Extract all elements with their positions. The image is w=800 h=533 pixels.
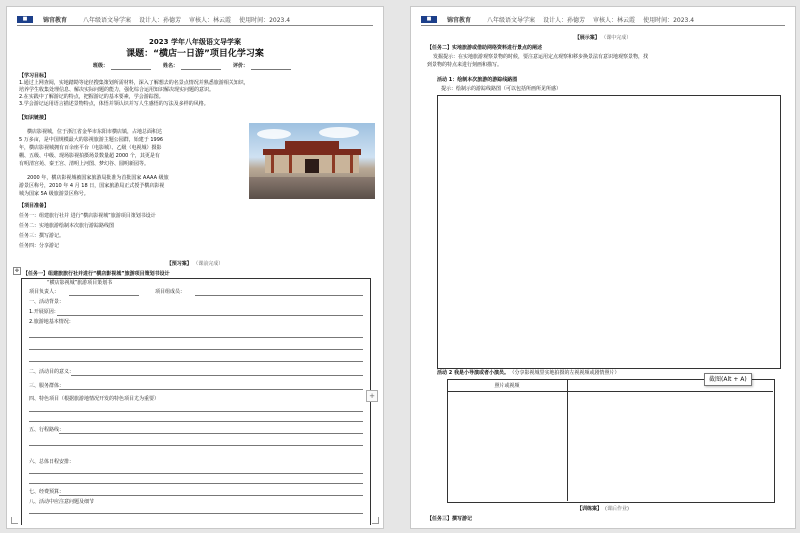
goal-line: 培养学生收集处理信息、解决实际问题的能力，强化综合运用知识解决现实问题的意识。 bbox=[19, 87, 215, 93]
scroll-button-icon[interactable]: + bbox=[366, 390, 378, 402]
logo-text: 锦官教育 bbox=[43, 16, 68, 24]
goal-line: 1.通过上网查阅，实地踏勘等途径搜集策划所需材料，深入了解想去的名景点情况并熟悉旅游相关知识， bbox=[19, 80, 249, 86]
knowledge-line: 5 万多亩，是中国规模最大的影视旅游主题公园群，始建于 1996 bbox=[19, 137, 164, 143]
document-page-left bbox=[6, 6, 384, 529]
knowledge-line: 棚、五级、中级、现场影视拍摄场景数量超 2000 个，其更是有 bbox=[19, 153, 160, 159]
section-label: 一、活动背景： bbox=[29, 299, 65, 305]
task-item: 任务一：组建旅行社并 进行“横店影视城”旅游项目策划书设计 bbox=[19, 213, 156, 219]
knowledge-line: 游景区称号，2010 年 4 月 18 日，国家旅游局正式授予横店影视 bbox=[19, 183, 165, 189]
screenshot-tooltip: 截图(Alt + A) bbox=[704, 373, 752, 386]
train-note: (课后作业) bbox=[605, 506, 629, 512]
activity1-title: 活动 1：绘制本次旅游的游踪线路图 bbox=[437, 77, 518, 83]
show-heading-row bbox=[411, 35, 795, 42]
section-label: 七、经费预算： bbox=[29, 489, 65, 495]
section-label: 二、活动目的意义： bbox=[29, 369, 75, 375]
page-header bbox=[17, 13, 373, 26]
logo-mark-icon: ■ bbox=[17, 16, 33, 23]
preview-heading-row bbox=[7, 261, 383, 268]
doc-title: 2023 学年八年级语文导学案 bbox=[149, 38, 241, 46]
move-handle-icon[interactable]: ✥ bbox=[14, 268, 20, 274]
section-label: 2.旅游地基本情况： bbox=[29, 319, 74, 325]
section-label: 六、总体日程安排： bbox=[29, 459, 75, 465]
project-heading: 【项目准备】 bbox=[19, 203, 50, 209]
name-label: 姓名： bbox=[163, 63, 179, 69]
logo bbox=[421, 15, 479, 24]
header-date: 使用时间：2023.4 bbox=[643, 16, 695, 24]
header-course: 八年级语文导学案 bbox=[83, 16, 132, 24]
header-reviewer: 审核人：林云霞 bbox=[189, 16, 232, 24]
goal-line: 3.学会游记运用语言描述景物特点，体悟并领认识并写人生感悟的写法及多样的风格。 bbox=[19, 101, 209, 107]
media-table bbox=[447, 379, 775, 503]
preview-heading: 【预习案】 bbox=[166, 261, 192, 267]
col-photo-video: 照片或视频 bbox=[494, 383, 520, 389]
header-course: 八年级语文导学案 bbox=[487, 16, 536, 24]
route-map-box[interactable] bbox=[437, 95, 781, 369]
film-city-photo bbox=[249, 123, 375, 199]
knowledge-line: 横店影视城，位于浙江省金华市东阳市横店镇，占地总面积达 bbox=[27, 129, 163, 135]
activity1-tip: 提示：绘制示的游踪线路图（可以包括所画所见所感） bbox=[441, 86, 562, 92]
task-item: 任务四：分享游记 bbox=[19, 243, 60, 249]
section-label: 八、活动中应注意问题及细节 bbox=[29, 499, 95, 505]
header-reviewer: 审核人：林云霞 bbox=[593, 16, 636, 24]
document-page-right bbox=[410, 6, 796, 529]
task2-desc: 到景物的特点来进行刻画和描写。 bbox=[427, 62, 503, 68]
task2-title: 【任务二】实地旅游或借助网络资料进行景点的阐述 bbox=[427, 45, 543, 51]
section-label: 1.开展原因： bbox=[29, 309, 59, 315]
train-heading: 【训练案】 bbox=[577, 506, 603, 512]
task1-title: 【任务一】组建旅旅行社并进行“横店影视城”旅游项目策划书设计 bbox=[23, 271, 170, 277]
logo-mark-icon: ■ bbox=[421, 16, 437, 23]
goals-heading: 【学习目标】 bbox=[19, 73, 50, 79]
show-heading: 【展示案】 bbox=[574, 35, 600, 41]
section-label: 四、特色项目（根据旅游地情况开发的特色项目尤为重要） bbox=[29, 396, 160, 402]
doc-subject: 课题：“横店一日游”项目化学习案 bbox=[126, 49, 264, 59]
members-label: 项目组成员： bbox=[155, 289, 186, 295]
logo-text: 锦官教育 bbox=[447, 16, 472, 24]
header-designer: 设计人：孙德芳 bbox=[139, 16, 182, 24]
train-heading-row bbox=[411, 506, 795, 513]
preview-note: （课前完成） bbox=[195, 261, 224, 267]
header-date: 使用时间：2023.4 bbox=[239, 16, 291, 24]
logo bbox=[17, 15, 75, 24]
activity2-row bbox=[437, 370, 619, 377]
task-item: 任务二：实地旅游绘制本次旅行游踪路线图 bbox=[19, 223, 115, 229]
knowledge-line: 2000 年，横店影视城被国家旅游局批准为首批国家 AAAA 级旅 bbox=[27, 175, 169, 181]
plan-title: “横店影视城”旅游项目策划书 bbox=[47, 280, 113, 286]
knowledge-line: 城为国家 5A 级旅游景区称号。 bbox=[19, 191, 89, 197]
goal-line: 2.在实践中了解游记的特点，把握游记的基本要素，学会游踪图。 bbox=[19, 94, 164, 100]
section-label: 五、行程路线： bbox=[29, 427, 65, 433]
activity2-note: （分享影视城里实地拍摄的左视视频或剧情照片） bbox=[511, 370, 620, 376]
knowledge-line: 有明清宫苑、秦王宫、清明上河图、梦幻谷、圆明新园等。 bbox=[19, 161, 150, 167]
class-label: 班级： bbox=[93, 63, 109, 69]
task-item: 任务三：撰写游记。 bbox=[19, 233, 65, 239]
show-note: （课中完成） bbox=[603, 35, 632, 41]
section-label: 三、服务群体： bbox=[29, 383, 65, 389]
task3-title: 【任务三】撰写游记 bbox=[427, 516, 473, 522]
knowledge-line: 年，横店影视城拥有百余座平台（电影城）、乙级（电视城）摄影 bbox=[19, 145, 162, 151]
leader-label: 项目负责人： bbox=[29, 289, 60, 295]
task2-desc: 发掘提示：在实地旅游观察景物的时候，要注意运用定点观察和移步换景法有意识地观察景物，找 bbox=[433, 54, 649, 60]
eval-label: 评价： bbox=[233, 63, 249, 69]
activity2-title: 活动 2 我是小导演或者小演员。 bbox=[437, 370, 509, 376]
page-header bbox=[421, 13, 785, 26]
knowledge-heading: 【知识链接】 bbox=[19, 115, 50, 121]
header-designer: 设计人：孙德芳 bbox=[543, 16, 586, 24]
